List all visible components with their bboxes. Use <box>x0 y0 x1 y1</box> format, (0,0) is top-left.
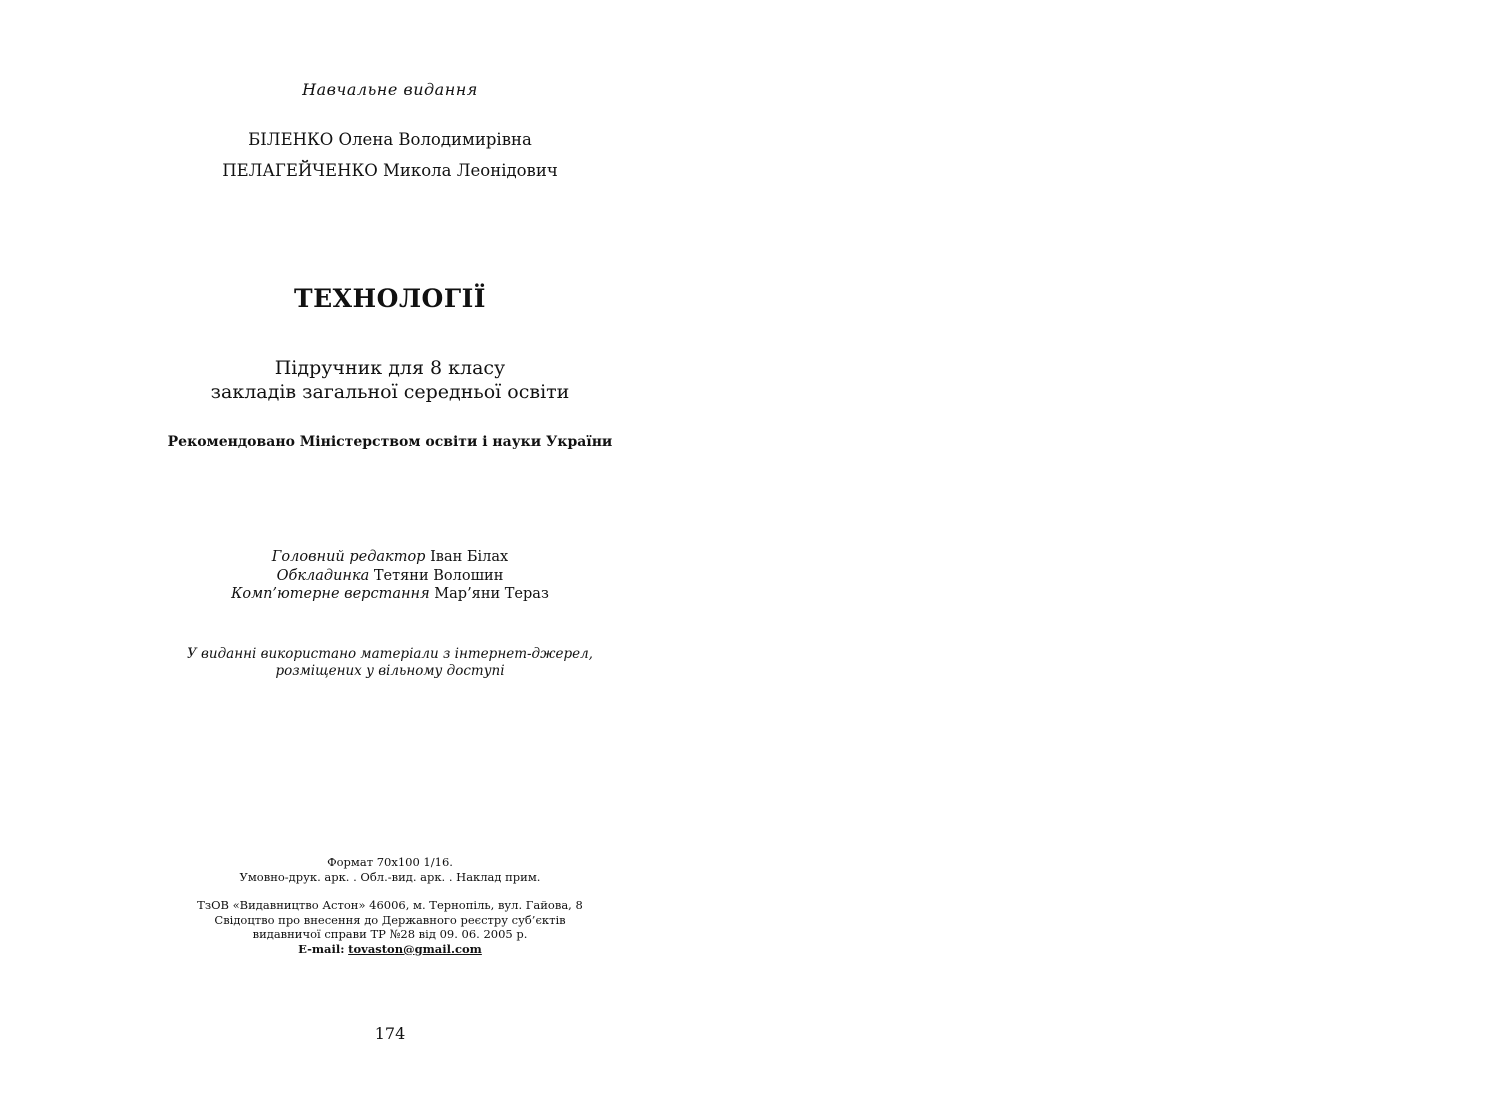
credit-layout-name: Мар’яни Тераз <box>434 586 549 602</box>
subtitle-line-2: закладів загальної середньої освіти <box>210 381 570 403</box>
credit-layout <box>160 585 620 604</box>
series-label <box>160 80 620 99</box>
book-subtitle <box>160 356 620 404</box>
email-link[interactable]: tovaston@gmail.com <box>348 941 482 956</box>
imprint-certificate-1: Свідоцтво про внесення до Державного реєстру суб’єктів <box>214 912 566 927</box>
imprint-sheets: Умовно-друк. арк. . Обл.-вид. арк. . Наклад прим. <box>239 869 541 884</box>
credit-cover-role: Обкладинка <box>276 567 370 584</box>
imprint-spacer <box>160 884 620 898</box>
subtitle-line-1: Підручник для 8 класу <box>274 357 506 379</box>
credit-layout-role: Комп’ютерне верстання <box>231 586 430 602</box>
credit-cover-name: Тетяни Волошин <box>373 567 504 584</box>
credit-editor-name: Іван Білах <box>430 549 509 565</box>
sources-note-line-2: розміщених у вільному доступі <box>275 662 505 679</box>
imprint-format: Формат 70x100 1/16. <box>327 855 453 869</box>
imprint-block <box>160 855 620 956</box>
authors-block <box>160 124 620 186</box>
author-1: БІЛЕНКО Олена Володимирівна <box>248 130 532 149</box>
book-title-text: ТЕХНОЛОГІЇ <box>294 284 486 313</box>
credit-editor <box>160 548 620 567</box>
imprint-email <box>160 942 620 957</box>
sources-note <box>160 646 620 679</box>
book-title <box>160 284 620 313</box>
recommendation-text: Рекомендовано Міністерством освіти і науки України <box>167 434 613 450</box>
series-label-text: Навчальне видання <box>302 80 478 99</box>
credits-block <box>160 548 620 604</box>
author-2: ПЕЛАГЕЙЧЕНКО Микола Леонідович <box>222 161 558 180</box>
credit-editor-role: Головний редактор <box>271 549 426 565</box>
credit-cover <box>160 567 620 586</box>
email-label: E-mail: <box>298 941 345 956</box>
imprint-publisher: ТзОВ «Видавництво Астон» 46006, м. Тернопіль, вул. Гайова, 8 <box>197 898 583 912</box>
page-number-text: 174 <box>374 1024 406 1043</box>
page-number <box>160 1024 620 1043</box>
recommendation <box>160 434 620 450</box>
sources-note-line-1: У виданні використано матеріали з інтернет-джерел, <box>187 646 593 662</box>
imprint-certificate-2: видавничої справи ТР №28 від 09. 06. 2005 р. <box>252 927 528 941</box>
